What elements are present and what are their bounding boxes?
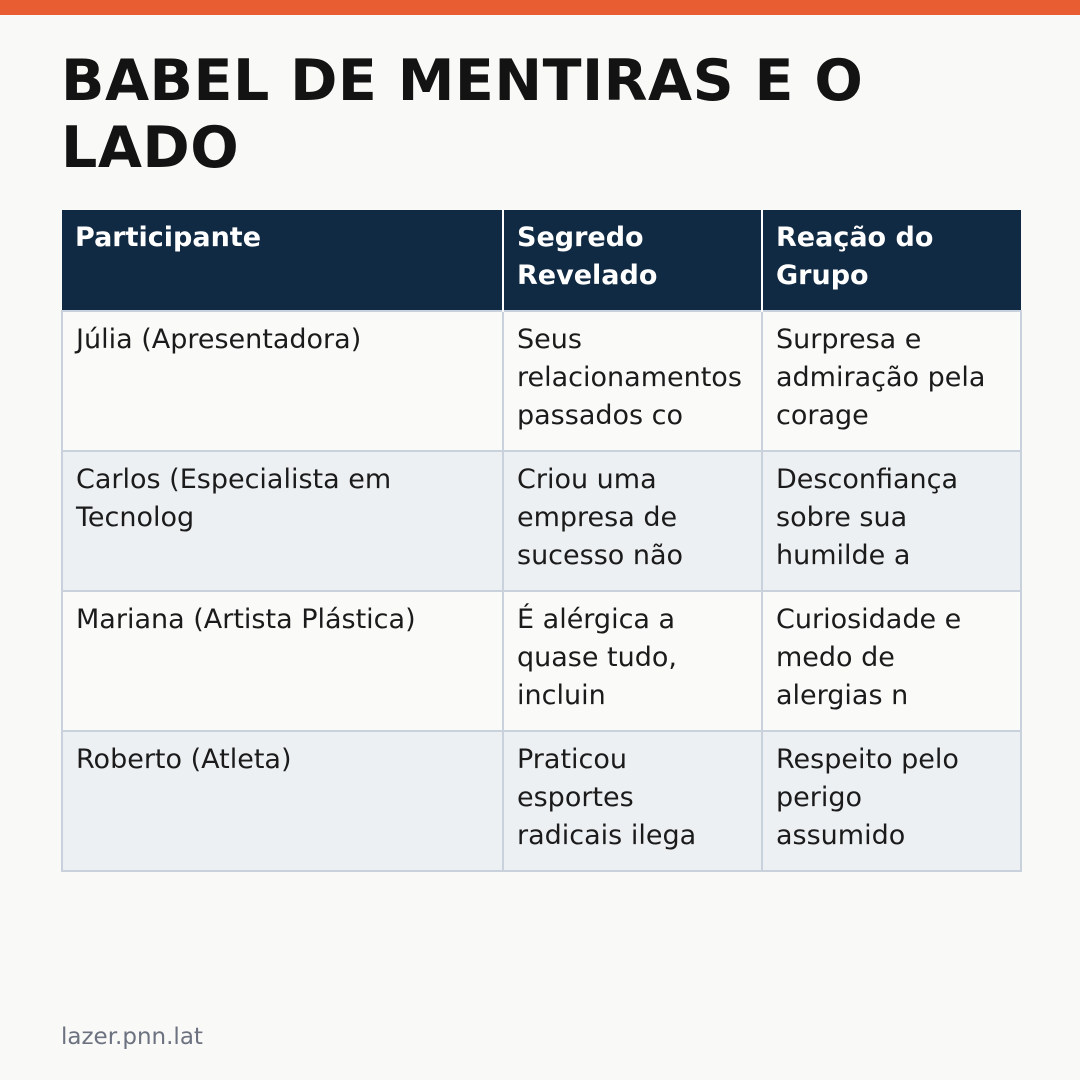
cell-reaction: Surpresa e admiração pela corage — [762, 311, 1021, 451]
cell-reaction: Desconfiança sobre sua humilde a — [762, 451, 1021, 591]
header-participant: Participante — [62, 210, 503, 311]
header-secret: Segredo Revelado — [503, 210, 762, 311]
cell-secret: Criou uma empresa de sucesso não — [503, 451, 762, 591]
cell-secret: Seus relacionamentos passados co — [503, 311, 762, 451]
cell-reaction: Respeito pelo perigo assumido — [762, 731, 1021, 871]
accent-bar — [0, 0, 1080, 15]
site-url: lazer.pnn.lat — [61, 1024, 203, 1050]
table-header-row — [62, 210, 1021, 311]
table-row — [62, 591, 1021, 731]
cell-secret: É alérgica a quase tudo, incluin — [503, 591, 762, 731]
secrets-table-container — [61, 210, 1020, 872]
table-row — [62, 311, 1021, 451]
cell-participant: Carlos (Especialista em Tecnolog — [62, 451, 503, 591]
table-row — [62, 451, 1021, 591]
cell-participant: Júlia (Apresentadora) — [62, 311, 503, 451]
cell-participant: Mariana (Artista Plástica) — [62, 591, 503, 731]
page-title: BABEL DE MENTIRAS E O LADO — [61, 48, 864, 181]
secrets-table — [61, 210, 1022, 872]
cell-participant: Roberto (Atleta) — [62, 731, 503, 871]
cell-secret: Praticou esportes radicais ilega — [503, 731, 762, 871]
table-row — [62, 731, 1021, 871]
header-reaction: Reação do Grupo — [762, 210, 1021, 311]
cell-reaction: Curiosidade e medo de alergias n — [762, 591, 1021, 731]
